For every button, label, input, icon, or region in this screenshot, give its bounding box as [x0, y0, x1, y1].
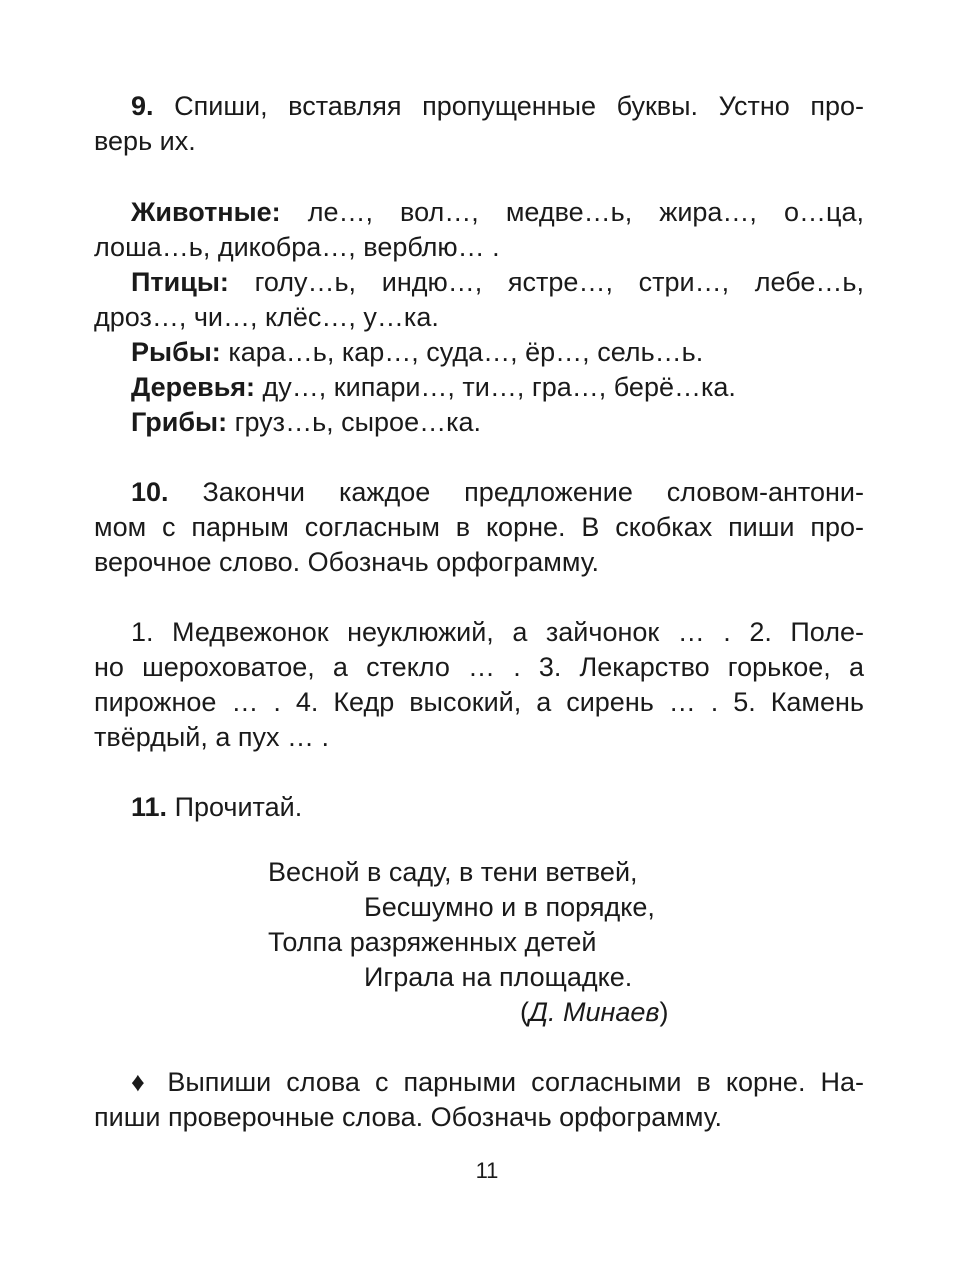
exercise-number: 9. — [131, 91, 154, 121]
poem-line: Весной в саду, в тени ветвей, — [268, 857, 638, 887]
fish-line: Рыбы: кара…ь, кар…, суда…, ёр…, сель…ь. — [131, 337, 704, 367]
page-number: 11 — [475, 1158, 499, 1183]
trees-line: Деревья: ду…, кипари…, ти…, гра…, берё…ка. — [131, 372, 736, 402]
diamond-bullet-icon: ♦ — [131, 1067, 153, 1097]
exercise-9-task-line: верь их. — [94, 126, 196, 156]
exercise-10-text-line: пирожное … . 4. Кедр высокий, а сирень … . 5. Камень — [94, 687, 864, 717]
animals-line: Животные: ле…, вол…, медве…ь, жира…, о…ца, — [131, 197, 864, 227]
exercise-11-task — [94, 790, 864, 825]
group-label: Деревья: — [131, 372, 256, 402]
task-note — [94, 1065, 864, 1135]
exercise-10-text-line: 1. Медвежонок неуклюжий, а зайчонок … . 2. Поле- — [131, 617, 864, 647]
group-label: Птицы: — [131, 267, 229, 297]
birds-line: дроз…, чи…, клёс…, у…ка. — [94, 302, 439, 332]
exercise-10-task-line: 10. Закончи каждое предложение словом-антони- — [131, 477, 864, 507]
exercise-number: 11. — [131, 792, 168, 822]
mushrooms-line: Грибы: груз…ь, сырое…ка. — [131, 407, 482, 437]
exercise-10-task — [94, 475, 864, 580]
exercise-11-task-line: 11. Прочитай. — [131, 792, 303, 822]
poem-line: Бесшумно и в порядке, — [364, 892, 655, 922]
task-note-line: ♦ Выпиши слова с парными согласными в корне. На- — [131, 1067, 864, 1097]
group-label: Рыбы: — [131, 337, 221, 367]
group-label: Грибы: — [131, 407, 228, 437]
group-label: Животные: — [131, 197, 281, 227]
exercise-10-text-line: твёрдый, а пух … . — [94, 722, 330, 752]
exercise-number: 10. — [131, 477, 169, 507]
exercise-10-task-line: мом с парным согласным в корне. В скобках пиши про- — [94, 512, 864, 542]
birds-line: Птицы: голу…ь, индю…, ястре…, стри…, лебе…ь, — [131, 267, 864, 297]
poem-author: (Д. Минаев) — [520, 997, 669, 1027]
task-note-line: пиши проверочные слова. Обозначь орфограмму. — [94, 1102, 723, 1132]
exercise-10-text — [94, 615, 864, 755]
exercise-9-task-line: 9. Спиши, вставляя пропущенные буквы. Устно про- — [131, 91, 864, 121]
poem-line: Толпа разряженных детей — [268, 927, 597, 957]
exercise-9-word-groups — [94, 195, 864, 440]
poem-line: Играла на площадке. — [364, 962, 633, 992]
animals-line: лоша…ь, дикобра…, верблю… . — [94, 232, 500, 262]
exercise-10-text-line: но шероховатое, а стекло … . 3. Лекарство горькое, а — [94, 652, 864, 682]
exercise-9-task — [94, 89, 864, 159]
exercise-10-task-line: верочное слово. Обозначь орфограмму. — [94, 547, 600, 577]
